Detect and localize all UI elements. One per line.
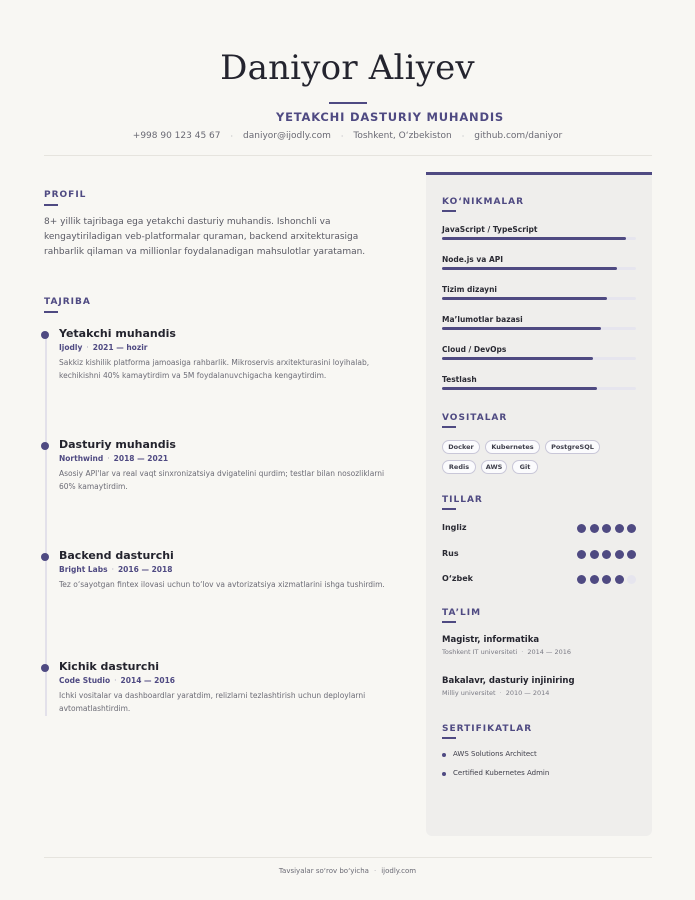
job-company: Ijodly bbox=[59, 343, 83, 352]
education-title: TA’LIM bbox=[442, 608, 482, 618]
job-period: 2014 — 2016 bbox=[120, 676, 176, 685]
job-description: Tez o‘sayotgan fintex ilovasi uchun to‘lov va avtorizatsiya xizmatlarini ishga tushirdim. bbox=[59, 580, 385, 589]
skills-title: KO‘NIKMALAR bbox=[442, 197, 525, 207]
level-dot-filled bbox=[577, 550, 586, 559]
person-name: Daniyor Aliyev bbox=[220, 48, 475, 88]
job-description: Sakkiz kishilik platforma jamoasiga rahbarlik. Mikroservis arxitekturasini loyihalab, kechikishni 40% kamaytirdim va 5M foydalanuvchigacha kengaytirdim. bbox=[59, 358, 370, 380]
meta-separator: · bbox=[86, 343, 89, 352]
skill-fill bbox=[442, 327, 601, 330]
skill-track bbox=[442, 267, 636, 270]
job-period: 2021 — hozir bbox=[92, 343, 148, 352]
skill-track bbox=[442, 357, 636, 360]
skill-item bbox=[442, 375, 636, 384]
skill-track bbox=[442, 297, 636, 300]
job-title: Backend dasturchi bbox=[59, 549, 174, 562]
section-rule bbox=[442, 621, 456, 623]
meta-separator: · bbox=[521, 648, 524, 656]
job-title: Dasturiy muhandis bbox=[59, 438, 176, 451]
language-level bbox=[577, 550, 636, 559]
skill-item bbox=[442, 255, 636, 264]
job-meta bbox=[59, 454, 168, 463]
certificate-item bbox=[442, 750, 642, 760]
contact-separator: · bbox=[340, 131, 344, 141]
skill-fill bbox=[442, 387, 597, 390]
level-dot-filled bbox=[602, 575, 611, 584]
language-level bbox=[577, 524, 636, 533]
skill-track bbox=[442, 237, 636, 240]
header-divider bbox=[44, 155, 652, 156]
footer-divider bbox=[44, 857, 652, 858]
timeline-bullet bbox=[41, 331, 49, 339]
section-rule bbox=[442, 737, 456, 739]
certificate-name: Certified Kubernetes Admin bbox=[453, 769, 550, 777]
section-rule bbox=[442, 426, 456, 428]
title-rule bbox=[329, 102, 367, 104]
tool-tag: AWS bbox=[481, 460, 507, 474]
language-level bbox=[577, 575, 636, 584]
level-dot-filled bbox=[627, 550, 636, 559]
level-dot-filled bbox=[602, 550, 611, 559]
level-dot-empty bbox=[627, 575, 636, 584]
certificates-title: SERTIFIKATLAR bbox=[442, 724, 533, 734]
tool-tag: Redis bbox=[442, 460, 476, 474]
timeline-bullet bbox=[41, 553, 49, 561]
education-item bbox=[442, 676, 642, 697]
skill-fill bbox=[442, 357, 593, 360]
section-rule bbox=[44, 311, 58, 313]
section-rule bbox=[442, 210, 456, 212]
level-dot-filled bbox=[590, 575, 599, 584]
sidebar-panel bbox=[426, 172, 652, 836]
language-name: O‘zbek bbox=[442, 574, 473, 583]
job-description: Ichki vositalar va dashboardlar yaratdim, relizlarni tezlashtirish uchun deploylarni avtomatlashtirdim. bbox=[59, 691, 366, 713]
level-dot-filled bbox=[615, 524, 624, 533]
level-dot-filled bbox=[590, 524, 599, 533]
level-dot-filled bbox=[627, 524, 636, 533]
level-dot-filled bbox=[615, 575, 624, 584]
education-school: Toshkent IT universiteti bbox=[442, 648, 518, 656]
contact-separator: · bbox=[230, 131, 234, 141]
level-dot-filled bbox=[577, 575, 586, 584]
skill-name: JavaScript / TypeScript bbox=[442, 225, 538, 234]
language-name: Rus bbox=[442, 549, 459, 558]
experience-heading bbox=[44, 297, 91, 313]
footer bbox=[0, 867, 695, 875]
contact-line bbox=[0, 131, 695, 141]
job-meta bbox=[59, 676, 175, 685]
languages-title: TILLAR bbox=[442, 495, 483, 505]
profile-section bbox=[44, 190, 414, 257]
skill-track bbox=[442, 327, 636, 330]
job-company: Code Studio bbox=[59, 676, 111, 685]
timeline-bullet bbox=[41, 664, 49, 672]
contact-location: Toshkent, O‘zbekiston bbox=[353, 131, 452, 141]
job-title: Yetakchi muhandis bbox=[59, 327, 176, 340]
education-degree: Magistr, informatika bbox=[442, 635, 540, 645]
job-company: Northwind bbox=[59, 454, 104, 463]
education-item bbox=[442, 635, 642, 656]
skill-name: Cloud / DevOps bbox=[442, 345, 507, 354]
level-dot-filled bbox=[577, 524, 586, 533]
language-name: Ingliz bbox=[442, 523, 467, 532]
tools-title: VOSITALAR bbox=[442, 413, 508, 423]
meta-separator: · bbox=[499, 689, 502, 697]
section-rule bbox=[442, 508, 456, 510]
education-period: 2010 — 2014 bbox=[505, 689, 550, 697]
skill-track bbox=[442, 387, 636, 390]
job-meta bbox=[59, 565, 172, 574]
skill-item bbox=[442, 285, 636, 294]
skill-name: Testlash bbox=[442, 375, 477, 384]
skill-item bbox=[442, 315, 636, 324]
education-meta bbox=[442, 689, 642, 697]
language-item bbox=[442, 523, 636, 535]
job-period: 2018 — 2021 bbox=[113, 454, 169, 463]
tool-tag: Docker bbox=[442, 440, 480, 454]
profile-title: PROFIL bbox=[44, 190, 87, 200]
skill-item bbox=[442, 345, 636, 354]
certificate-bullet bbox=[442, 772, 446, 776]
level-dot-filled bbox=[590, 550, 599, 559]
timeline-bullet bbox=[41, 442, 49, 450]
language-item bbox=[442, 549, 636, 561]
job-period: 2016 — 2018 bbox=[117, 565, 173, 574]
meta-separator: · bbox=[111, 565, 114, 574]
education-degree: Bakalavr, dasturiy injiniring bbox=[442, 676, 575, 686]
contact-github[interactable]: github.com/daniyor bbox=[474, 131, 563, 141]
footer-separator: · bbox=[373, 867, 377, 875]
timeline-line bbox=[45, 334, 47, 716]
section-rule bbox=[44, 204, 58, 206]
skill-fill bbox=[442, 237, 626, 240]
education-meta bbox=[442, 648, 642, 656]
language-item bbox=[442, 574, 636, 586]
certificate-name: AWS Solutions Architect bbox=[453, 750, 537, 758]
education-school: Milliy universitet bbox=[442, 689, 496, 697]
skill-item bbox=[442, 225, 636, 234]
contact-email[interactable]: daniyor@ijodly.com bbox=[243, 131, 331, 141]
footer-site[interactable]: ijodly.com bbox=[381, 867, 417, 875]
meta-separator: · bbox=[114, 676, 117, 685]
footer-text: Tavsiyalar so‘rov bo‘yicha bbox=[278, 867, 369, 875]
job-meta bbox=[59, 343, 147, 352]
experience-title: TAJRIBA bbox=[44, 297, 91, 307]
contact-phone: +998 90 123 45 67 bbox=[132, 131, 221, 141]
certificate-bullet bbox=[442, 753, 446, 757]
skill-name: Tizim dizayni bbox=[442, 285, 497, 294]
skill-fill bbox=[442, 297, 607, 300]
contact-separator: · bbox=[461, 131, 465, 141]
job-company: Bright Labs bbox=[59, 565, 108, 574]
job-title: Kichik dasturchi bbox=[59, 660, 160, 673]
profile-text: 8+ yillik tajribaga ega yetakchi dasturiy muhandis. Ishonchli va kengaytiriladigan veb-platformalar quraman, backend arxitekturasiga rahbarlik qilaman va millionlar foydalanadigan mahsulotlar yarataman. bbox=[44, 217, 366, 257]
tool-tag: PostgreSQL bbox=[545, 440, 600, 454]
job-description: Asosiy API'lar va real vaqt sinxronizatsiya dvigatelini qurdim; testlar bilan nosozliklarni 60% kamaytirdim. bbox=[59, 469, 385, 491]
job-role: YETAKCHI DASTURIY MUHANDIS bbox=[276, 110, 504, 124]
skill-fill bbox=[442, 267, 617, 270]
tool-tag: Kubernetes bbox=[485, 440, 540, 454]
education-period: 2014 — 2016 bbox=[527, 648, 572, 656]
skill-name: Ma’lumotlar bazasi bbox=[442, 315, 523, 324]
certificate-item bbox=[442, 769, 642, 779]
meta-separator: · bbox=[107, 454, 110, 463]
tool-tag: Git bbox=[512, 460, 538, 474]
level-dot-filled bbox=[602, 524, 611, 533]
skill-name: Node.js va API bbox=[442, 255, 504, 264]
level-dot-filled bbox=[615, 550, 624, 559]
